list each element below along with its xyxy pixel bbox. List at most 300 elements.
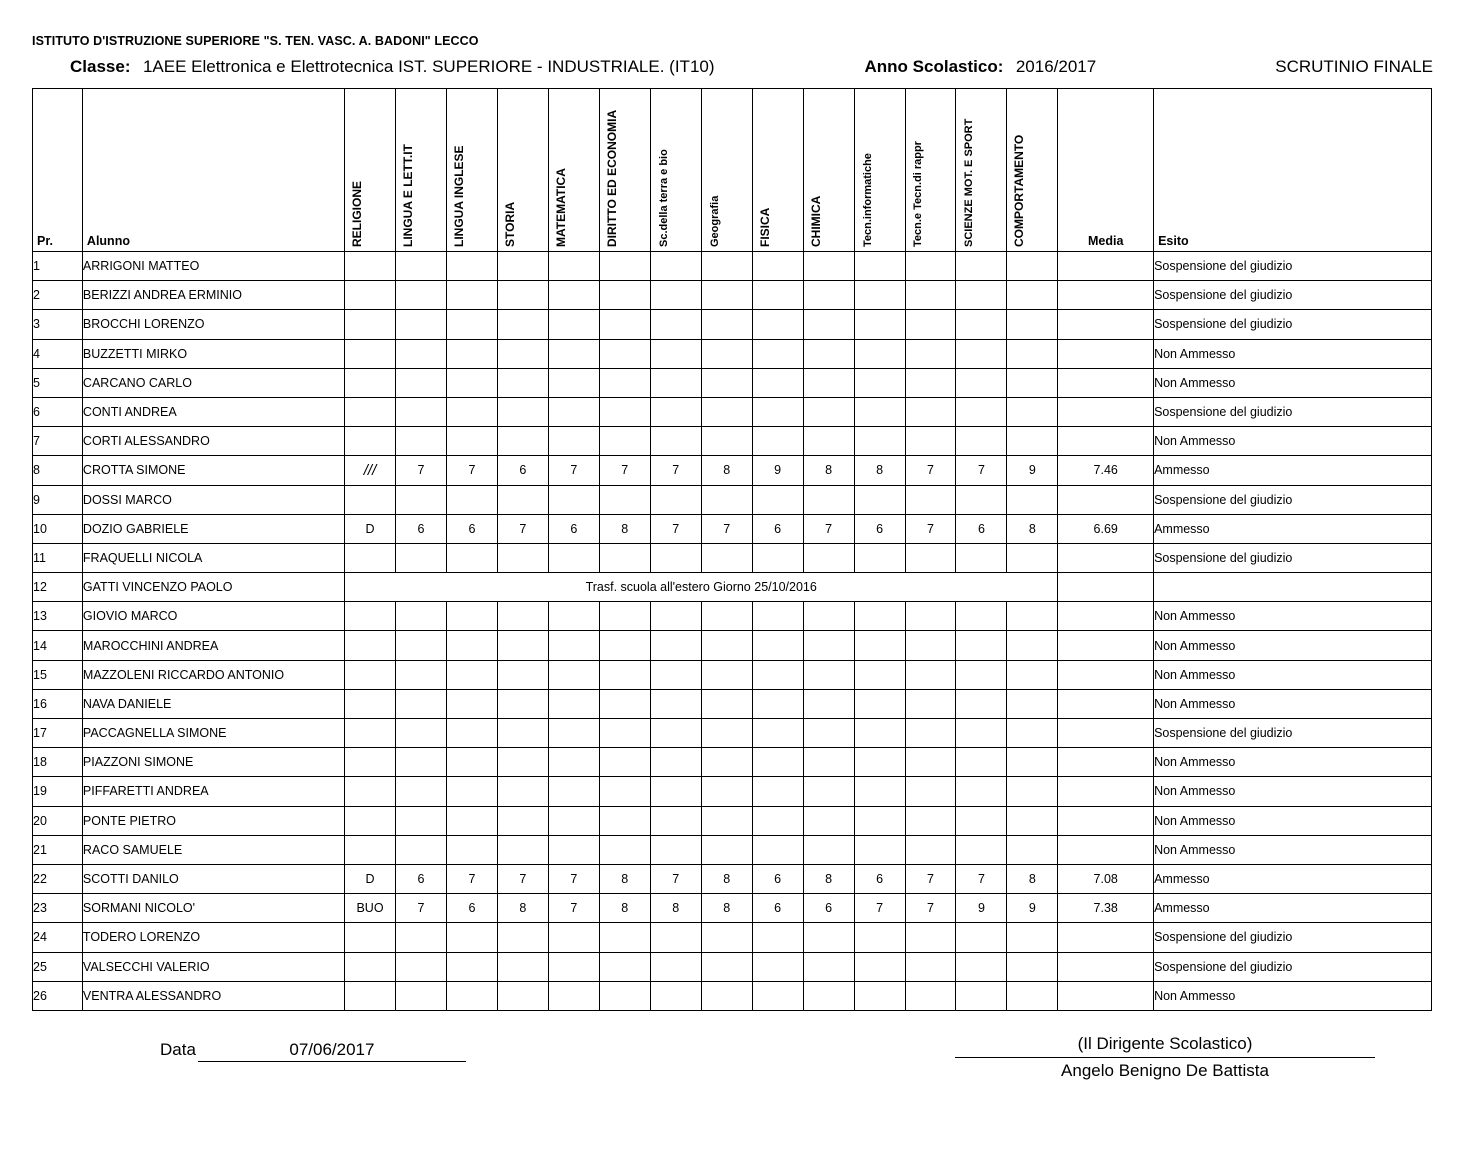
table-row [33,748,1432,777]
grade-cell [1007,543,1058,572]
grade-cell: 8 [497,894,548,923]
grade-cell [650,368,701,397]
grade-cell [650,660,701,689]
grade-cell [956,310,1007,339]
student-name: CROTTA SIMONE [82,456,344,485]
grade-cell [497,602,548,631]
grade-cell [497,281,548,310]
row-number: 20 [33,806,83,835]
header-pr-label: Pr. [37,234,53,248]
row-number: 1 [33,252,83,281]
grade-cell: D [345,514,396,543]
outcome-cell: Non Ammesso [1154,835,1432,864]
student-name: DOSSI MARCO [82,485,344,514]
outcome-cell: Non Ammesso [1154,748,1432,777]
row-number: 3 [33,310,83,339]
grade-cell [446,310,497,339]
grade-cell [650,748,701,777]
grade-cell [497,719,548,748]
average-cell [1058,689,1154,718]
grade-cell [345,777,396,806]
grade-cell [650,952,701,981]
row-number: 10 [33,514,83,543]
grade-cell: 7 [548,864,599,893]
row-number: 17 [33,719,83,748]
grade-cell [701,806,752,835]
grade-cell [803,923,854,952]
table-row [33,456,1432,485]
grade-cell [854,631,905,660]
date-label: Data [160,1040,196,1059]
grade-cell: 8 [650,894,701,923]
grade-cell [956,981,1007,1010]
outcome-cell: Non Ammesso [1154,631,1432,660]
grade-cell [446,427,497,456]
grade-cell [701,631,752,660]
class-group [70,57,715,77]
grade-cell [1007,660,1058,689]
row-number: 13 [33,602,83,631]
grade-cell [752,719,803,748]
grade-cell [650,339,701,368]
grade-cell [701,281,752,310]
grade-cell [548,835,599,864]
average-cell: 7.08 [1058,864,1154,893]
grade-cell [803,719,854,748]
grade-cell [599,923,650,952]
average-cell [1058,310,1154,339]
grade-cell [497,923,548,952]
grade-cell [752,981,803,1010]
grade-cell: 6 [752,514,803,543]
grade-cell [599,631,650,660]
grade-cell [395,689,446,718]
grade-cell: 6 [548,514,599,543]
grade-cell [345,368,396,397]
grade-cell [854,602,905,631]
grade-cell [650,719,701,748]
grade-cell [803,777,854,806]
grade-cell [599,427,650,456]
school-year-group [865,57,1097,77]
grade-cell [599,806,650,835]
grade-cell [803,631,854,660]
grade-cell [905,368,956,397]
grade-cell: 8 [854,456,905,485]
outcome-cell: Non Ammesso [1154,689,1432,718]
grade-cell: 6 [854,864,905,893]
grade-cell [345,397,396,426]
grade-cell: 6 [497,456,548,485]
row-number: 9 [33,485,83,514]
grade-cell: 8 [701,456,752,485]
grade-cell [701,952,752,981]
grade-cell [599,368,650,397]
grade-cell: 7 [446,864,497,893]
grade-cell [395,602,446,631]
grade-cell [905,397,956,426]
student-name: MAROCCHINI ANDREA [82,631,344,660]
grade-cell [803,602,854,631]
grade-cell [497,806,548,835]
class-value: 1AEE Elettronica e Elettrotecnica IST. SUPERIORE - INDUSTRIALE. (IT10) [142,57,715,76]
outcome-cell: Non Ammesso [1154,368,1432,397]
grade-cell [599,397,650,426]
grade-cell [752,777,803,806]
grade-cell [752,252,803,281]
grade-cell [497,485,548,514]
row-number: 19 [33,777,83,806]
grade-cell [345,602,396,631]
grade-cell [395,339,446,368]
grade-cell [497,981,548,1010]
grade-cell: 8 [599,894,650,923]
grade-cell [905,923,956,952]
outcome-cell: Sospensione del giudizio [1154,543,1432,572]
grade-cell [497,339,548,368]
grade-cell [345,281,396,310]
grade-cell [854,543,905,572]
row-number: 18 [33,748,83,777]
signature-block [955,1034,1375,1081]
grade-cell [854,981,905,1010]
grade-cell [701,981,752,1010]
grade-cell [854,835,905,864]
row-number: 22 [33,864,83,893]
grade-cell [395,748,446,777]
grade-cell [395,923,446,952]
table-row [33,368,1432,397]
grade-cell [650,427,701,456]
grade-cell [395,660,446,689]
grade-cell [345,981,396,1010]
grade-cell [905,952,956,981]
grade-cell [345,748,396,777]
average-cell [1058,543,1154,572]
grade-cell [701,660,752,689]
grade-cell [548,806,599,835]
grade-cell: 9 [1007,456,1058,485]
grade-cell [905,602,956,631]
grade-cell: 6 [803,894,854,923]
grade-cell [345,427,396,456]
grade-cell [956,835,1007,864]
outcome-cell: Ammesso [1154,864,1432,893]
table-row [33,631,1432,660]
student-name: CARCANO CARLO [82,368,344,397]
grade-cell [701,339,752,368]
grade-cell [446,252,497,281]
grade-cell: 6 [752,894,803,923]
row-number: 21 [33,835,83,864]
grade-cell [497,631,548,660]
grade-cell [497,835,548,864]
grade-cell [803,835,854,864]
table-row [33,952,1432,981]
grade-cell [854,281,905,310]
grade-cell [701,252,752,281]
student-name: PONTE PIETRO [82,806,344,835]
date-field [160,1040,466,1062]
grade-cell: 8 [599,864,650,893]
header-subject-diritto-economia: DIRITTO ED ECONOMIA [599,89,650,252]
grade-cell [599,835,650,864]
grade-cell [548,427,599,456]
header-subject-lingua-lett-it: LINGUA E LETT.IT [395,89,446,252]
grade-cell [1007,631,1058,660]
grade-cell [1007,485,1058,514]
average-cell [1058,835,1154,864]
grade-cell [446,719,497,748]
grade-cell [599,543,650,572]
table-row [33,281,1432,310]
grade-cell [650,310,701,339]
signature-name: Angelo Benigno De Battista [955,1057,1375,1081]
average-cell [1058,923,1154,952]
grade-cell [752,631,803,660]
grade-cell [854,719,905,748]
grade-cell [345,952,396,981]
grade-cell [446,368,497,397]
header-alunno [82,89,344,252]
grade-cell [548,981,599,1010]
grade-cell [446,339,497,368]
table-row [33,397,1432,426]
outcome-cell: Ammesso [1154,456,1432,485]
grade-cell [650,281,701,310]
outcome-cell: Non Ammesso [1154,806,1432,835]
student-name: DOZIO GABRIELE [82,514,344,543]
grade-cell [1007,835,1058,864]
header-media: Media [1058,89,1154,252]
outcome-cell [1154,573,1432,602]
student-name: NAVA DANIELE [82,689,344,718]
outcome-cell: Sospensione del giudizio [1154,397,1432,426]
grade-cell [1007,952,1058,981]
student-name: CONTI ANDREA [82,397,344,426]
grade-cell: 7 [956,456,1007,485]
row-number: 25 [33,952,83,981]
grade-cell [345,923,396,952]
header-subject-matematica: MATEMATICA [548,89,599,252]
grade-cell [905,281,956,310]
table-row [33,514,1432,543]
grade-cell [548,631,599,660]
grade-cell [345,689,396,718]
grade-cell [701,689,752,718]
grade-cell [599,689,650,718]
grade-cell [803,660,854,689]
grade-cell [956,281,1007,310]
grade-cell [956,806,1007,835]
grade-cell [854,660,905,689]
grade-cell [395,631,446,660]
student-name: GATTI VINCENZO PAOLO [82,573,344,602]
table-row [33,777,1432,806]
average-cell [1058,748,1154,777]
grade-cell [446,660,497,689]
grade-cell [1007,281,1058,310]
grade-cell: 8 [1007,864,1058,893]
row-number: 6 [33,397,83,426]
grade-cell [345,719,396,748]
grade-cell: 8 [803,456,854,485]
grade-cell [752,339,803,368]
table-row [33,864,1432,893]
grade-cell [1007,397,1058,426]
grade-cell [650,602,701,631]
class-label: Classe: [70,57,131,76]
grade-cell [752,923,803,952]
grades-table [32,88,1432,1011]
header-subject-chimica: CHIMICA [803,89,854,252]
grade-cell: 8 [599,514,650,543]
grade-cell [956,631,1007,660]
grade-cell: 7 [548,894,599,923]
scrutiny-type: SCRUTINIO FINALE [1275,57,1433,76]
table-row [33,602,1432,631]
grade-cell: 7 [497,864,548,893]
average-cell [1058,981,1154,1010]
grade-cell [752,281,803,310]
header-subject-storia: STORIA [497,89,548,252]
grade-cell [905,806,956,835]
grade-cell [548,602,599,631]
grade-cell [345,310,396,339]
grade-cell [446,748,497,777]
grade-cell [548,543,599,572]
average-cell: 6.69 [1058,514,1154,543]
grade-cell [854,427,905,456]
grade-cell [345,485,396,514]
grade-cell [497,310,548,339]
grade-cell [803,748,854,777]
grade-cell [650,981,701,1010]
grade-cell [599,748,650,777]
signature-role: (Il Dirigente Scolastico) [1077,1034,1253,1053]
grade-cell: /// [345,456,396,485]
grade-cell [1007,252,1058,281]
grade-cell [854,806,905,835]
grade-cell [345,806,396,835]
grade-cell: 7 [650,456,701,485]
grade-cell [701,310,752,339]
average-cell [1058,339,1154,368]
scrutiny-page [0,34,1465,1156]
grade-cell [752,397,803,426]
student-name: BERIZZI ANDREA ERMINIO [82,281,344,310]
grade-cell [803,252,854,281]
grade-cell [497,397,548,426]
average-cell [1058,602,1154,631]
average-cell [1058,952,1154,981]
grade-cell [548,660,599,689]
grade-cell [752,660,803,689]
grade-cell: 7 [854,894,905,923]
grade-cell [1007,748,1058,777]
student-name: SORMANI NICOLO' [82,894,344,923]
header-esito: Esito [1154,89,1432,252]
outcome-cell: Non Ammesso [1154,660,1432,689]
grade-cell [1007,427,1058,456]
grade-cell: BUO [345,894,396,923]
grade-cell [956,748,1007,777]
grade-cell [548,719,599,748]
grade-cell [905,835,956,864]
grade-cell [701,777,752,806]
table-row [33,923,1432,952]
grade-cell [803,806,854,835]
grade-cell [548,689,599,718]
grade-cell [752,806,803,835]
grade-cell [548,310,599,339]
grade-cell [497,543,548,572]
grade-cell: 6 [446,894,497,923]
row-number: 11 [33,543,83,572]
header-subject-comportamento: COMPORTAMENTO [1007,89,1058,252]
row-number: 23 [33,894,83,923]
grade-cell [956,485,1007,514]
grade-cell [803,485,854,514]
grade-cell [956,777,1007,806]
grade-cell [905,427,956,456]
grade-cell [803,543,854,572]
grade-cell [1007,368,1058,397]
grade-cell [701,923,752,952]
grade-cell [956,252,1007,281]
header-subject-tecn-informatiche: Tecn.informatiche [854,89,905,252]
row-number: 16 [33,689,83,718]
grade-cell [905,689,956,718]
grade-cell [701,427,752,456]
student-name: BUZZETTI MIRKO [82,339,344,368]
grade-cell [548,339,599,368]
grade-cell [752,748,803,777]
table-row [33,894,1432,923]
row-number: 8 [33,456,83,485]
grade-cell: 8 [701,864,752,893]
grade-cell [956,427,1007,456]
student-name: PACCAGNELLA SIMONE [82,719,344,748]
average-cell [1058,573,1154,602]
grade-cell [599,981,650,1010]
grade-cell [752,427,803,456]
average-cell: 7.46 [1058,456,1154,485]
grade-cell [905,660,956,689]
header-row [33,89,1432,252]
grade-cell [803,427,854,456]
grade-cell [650,543,701,572]
grade-cell [803,952,854,981]
grade-cell [345,543,396,572]
student-name: TODERO LORENZO [82,923,344,952]
grade-cell [803,368,854,397]
grade-cell [548,485,599,514]
outcome-cell: Ammesso [1154,514,1432,543]
grade-cell [803,397,854,426]
grade-cell [752,368,803,397]
grade-cell [497,427,548,456]
school-year-value: 2016/2017 [1015,57,1097,76]
grade-cell [854,777,905,806]
student-name: VENTRA ALESSANDRO [82,981,344,1010]
grade-cell [548,368,599,397]
grade-cell: 6 [395,864,446,893]
table-row [33,689,1432,718]
grade-cell [650,689,701,718]
outcome-cell: Sospensione del giudizio [1154,310,1432,339]
row-number: 15 [33,660,83,689]
